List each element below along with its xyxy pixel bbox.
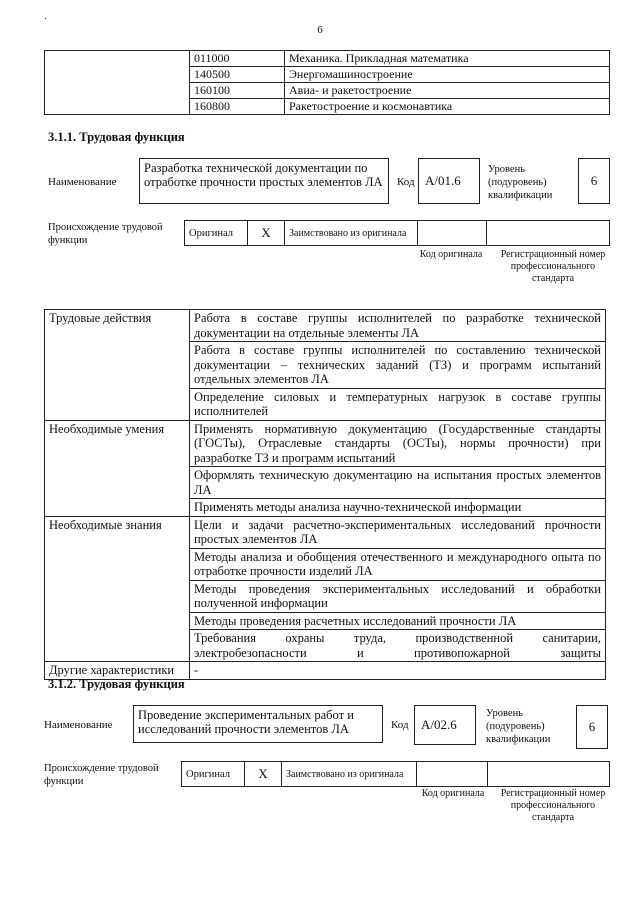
code-cell: 160800 — [190, 99, 285, 115]
code-original-cell — [417, 762, 488, 787]
reg-number-cell — [487, 221, 610, 246]
code-original-cell — [418, 221, 487, 246]
page-number: 6 — [317, 24, 323, 36]
code-original-caption: Код оригинала — [419, 249, 483, 260]
code-cell: 140500 — [190, 67, 285, 83]
function-code-box: A/01.6 — [418, 158, 480, 204]
requirement-item: Применять методы анализа научно-технической информации — [190, 499, 606, 517]
reg-number-cell — [488, 762, 610, 787]
table-row — [45, 516, 606, 548]
borrowed-cell: Заимствовано из оригинала — [285, 221, 418, 246]
name-label: Наименование — [44, 719, 113, 731]
code-label: Код — [397, 176, 415, 188]
code-cell: 011000 — [190, 51, 285, 67]
reg-number-caption: Регистрационный номер профессионального стандарта — [500, 788, 606, 823]
origin-label: Происхождение трудовой функции — [48, 222, 163, 246]
table-row — [45, 420, 606, 467]
reg-number-caption: Регистрационный номер профессионального стандарта — [500, 249, 606, 284]
table-cell-empty — [45, 83, 190, 99]
requirement-item: Определение силовых и температурных нагрузок в составе группы исполнителей — [190, 388, 606, 420]
category-cell: Необходимые умения — [45, 420, 190, 516]
level-label: Уровень (подуровень) квалификации — [486, 708, 551, 745]
name-cell: Авиа- и ракетостроение — [285, 83, 610, 99]
code-cell: 160100 — [190, 83, 285, 99]
origin-label: Происхождение трудовой функции — [44, 763, 159, 787]
origin-table — [181, 761, 610, 787]
table-cell-empty — [45, 51, 190, 67]
requirements-table — [44, 309, 606, 680]
function-code-box: A/02.6 — [414, 705, 476, 745]
original-cell: Оригинал — [185, 221, 248, 246]
level-value-box: 6 — [578, 158, 610, 204]
requirement-item: Требования охраны труда, производственной санитарии, электробезопасности и противопожарной защиты — [190, 630, 606, 662]
table-cell-empty — [45, 67, 190, 83]
table-row — [185, 221, 610, 246]
function-name-box: Проведение экспериментальных работ и исследований прочности элементов ЛА — [133, 705, 383, 743]
table-row — [45, 99, 610, 115]
requirement-item: Методы проведения расчетных исследований прочности ЛА — [190, 612, 606, 630]
table-row — [45, 83, 610, 99]
scan-mark: · — [44, 14, 48, 25]
section-heading: 3.1.2. Трудовая функция — [48, 677, 185, 691]
category-cell: Трудовые действия — [45, 310, 190, 421]
requirement-item: Оформлять техническую документацию на испытания простых элементов ЛА — [190, 467, 606, 499]
category-cell: Другие характеристики — [45, 662, 190, 680]
original-mark: X — [248, 221, 285, 246]
section-heading: 3.1.1. Трудовая функция — [48, 130, 185, 144]
level-label: Уровень (подуровень) квалификации — [488, 164, 553, 201]
code-label: Код — [391, 719, 409, 731]
education-codes-table — [44, 50, 610, 115]
category-cell: Необходимые знания — [45, 516, 190, 662]
original-cell: Оригинал — [182, 762, 245, 787]
requirement-item: - — [190, 662, 606, 680]
table-row — [45, 310, 606, 342]
name-label: Наименование — [48, 176, 117, 188]
code-original-caption: Код оригинала — [421, 788, 485, 799]
requirement-item: Применять нормативную документацию (Государственные стандарты (ГОСТы), Отраслевые стандарты (ОСТы), нормы прочности) при разработке ТЗ и программ испытаний — [190, 420, 606, 467]
original-mark: X — [245, 762, 282, 787]
table-row — [45, 67, 610, 83]
requirement-item: Цели и задачи расчетно-экспериментальных исследований прочности простых элементов ЛА — [190, 516, 606, 548]
borrowed-cell: Заимствовано из оригинала — [282, 762, 417, 787]
requirement-item: Методы проведения экспериментальных исследований и обработки полученной информации — [190, 580, 606, 612]
table-row — [182, 762, 610, 787]
table-row — [45, 51, 610, 67]
function-name-box: Разработка технической документации по отработке прочности простых элементов ЛА — [139, 158, 389, 204]
requirement-item: Работа в составе группы исполнителей по составлению технической документации – технических заданий (ТЗ) и программ испытаний отдельных элементов ЛА — [190, 342, 606, 389]
level-value-box: 6 — [576, 705, 608, 749]
origin-table — [184, 220, 610, 246]
table-cell-empty — [45, 99, 190, 115]
name-cell: Энергомашиностроение — [285, 67, 610, 83]
name-cell: Ракетостроение и космонавтика — [285, 99, 610, 115]
requirement-item: Работа в составе группы исполнителей по разработке технической документации на отдельные элементы ЛА — [190, 310, 606, 342]
requirement-item: Методы анализа и обобщения отечественного и международного опыта по отработке прочности изделий ЛА — [190, 548, 606, 580]
name-cell: Механика. Прикладная математика — [285, 51, 610, 67]
